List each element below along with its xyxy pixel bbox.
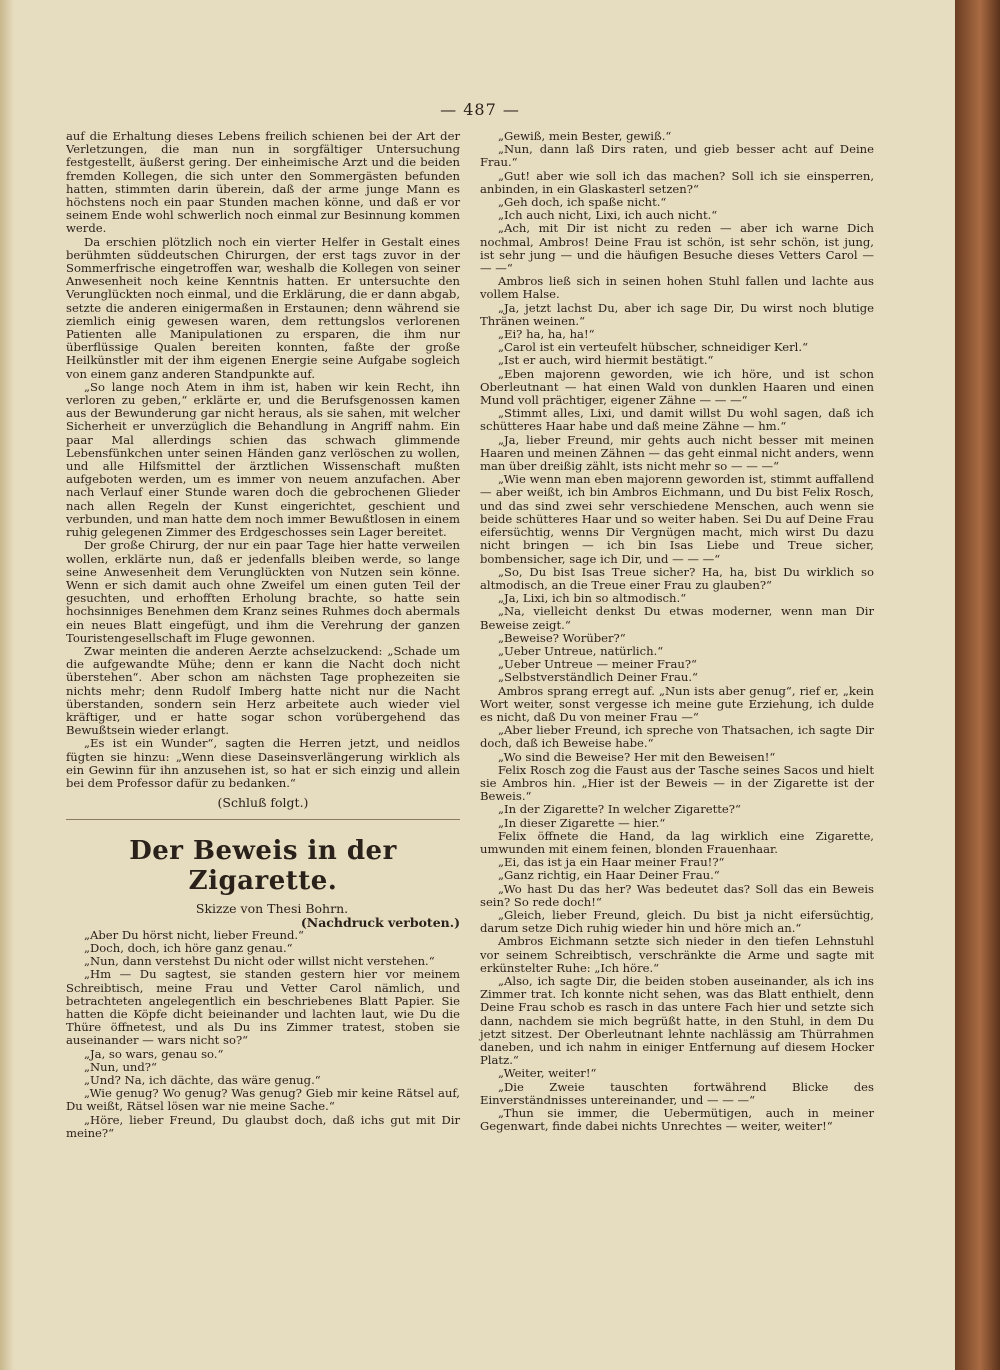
right-column xyxy=(480,130,874,1133)
continued-note: (Schluß folgt.) xyxy=(217,795,309,811)
paragraph: „Und? Na, ich dächte, das wäre genug.“ xyxy=(84,1073,321,1087)
paragraph: „Gut! aber wie soll ich das machen? Soll ich sie einsperren, anbinden, in ein Glaskasterl setzen?“ xyxy=(480,168,874,196)
reprint-note: (Nachdruck verboten.) xyxy=(300,914,460,930)
paragraph: „Es ist ein Wunder“, sagten die Herren jetzt, und neidlos fügten sie hinzu: „Wenn diese Daseinsverlängerung wirklich als ein Gewinn für ihn anzusehen ist, so hat er sich einzig und allein bei dem Professor dafür zu bedanken.“ xyxy=(66,736,460,790)
paragraph: „Ueber Untreue — meiner Frau?“ xyxy=(498,657,697,672)
paragraph: „Eben majorenn geworden, wie ich höre, und ist schon Oberleutnant — hat einen Wald von dunklen Haaren und einen Mund voll prächtiger, eigener Zähne — — —“ xyxy=(480,366,874,408)
paragraph: „In der Zigarette? In welcher Zigarette?“ xyxy=(498,802,741,817)
paragraph: Ambros sprang erregt auf. „Nun ists aber genug“, rief er, „kein Wort weiter, sonst vergesse ich meine gute Erziehung, ich dulde es nicht, daß Du von meiner Frau —“ xyxy=(480,683,874,724)
paragraph: „So, Du bist Isas Treue sicher? Ha, ha, bist Du wirklich so altmodisch, an die Treue einer Frau zu glauben?“ xyxy=(480,564,874,592)
paragraph: „Ganz richtig, ein Haar Deiner Frau.“ xyxy=(498,868,720,883)
paragraph: Der große Chirurg, der nur ein paar Tage hier hatte verweilen wollen, erklärte nun, daß er jedenfalls bleiben werde, so lange seine Anwesenheit dem Verunglückten von Nutzen sein könne. Wenn er sich damit auch ohne Zweifel um einen guten Teil der gesuchten, und erhofften Erholung brachte, so hatte sein hochsinniges Benehmen dem Kranz seines Ruhmes doch abermals ein neues Blatt eingefügt, und ihm die Verehrung der ganzen Touristengesellschaft im Fluge gewonnen. xyxy=(66,538,460,645)
paragraph: „Aber Du hörst nicht, lieber Freund.“ xyxy=(84,927,304,942)
paragraph: „Ja, so wars, genau so.“ xyxy=(84,1046,224,1061)
paragraph: „Nun, dann laß Dirs raten, und gieb besser acht auf Deine Frau.“ xyxy=(480,142,874,170)
paragraph: „Wo hast Du das her? Was bedeutet das? Soll das ein Beweis sein? So rede doch!“ xyxy=(480,881,874,909)
paragraph: „Ei? ha, ha, ha!“ xyxy=(498,327,595,342)
paragraph: „Ei, das ist ja ein Haar meiner Frau!?“ xyxy=(498,855,725,870)
paragraph: „Also, ich sagte Dir, die beiden stoben auseinander, als ich ins Zimmer trat. Ich konnte nicht sehen, was das Blatt enthielt, denn Deine Frau schob es rasch in das untere Fach hier und setzte sich dann, nachdem sie mich begrüßt hatte, in den Stuhl, in dem Du jetzt sitzest. Der Oberleutnant lehnte nachlässig am Thürrahmen daneben, und ich nahm in einiger Entfernung auf diesem Hocker Platz.“ xyxy=(480,974,874,1068)
paragraph: „Stimmt alles, Lixi, und damit willst Du wohl sagen, daß ich schütteres Haar habe und daß meine Zähne — hm.“ xyxy=(480,406,874,434)
paragraph: „Wie wenn man eben majorenn geworden ist, stimmt auffallend — aber weißt, ich bin Ambros Eichmann, und Du bist Felix Rosch, und das sind zwei sehr verschiedene Menschen, auch wenn sie beide schütteres Haar und so weiter haben. Sei Du auf Deine Frau eifersüchtig, wenns Dir Vergnügen macht, mich wirst Du dazu nicht bringen — ich bin Isas Liebe und Treue sicher, bombensicher, sage ich Dir, und — — —“ xyxy=(480,472,874,566)
paragraph: „Selbstverständlich Deiner Frau.“ xyxy=(498,670,698,685)
paragraph: Ambros ließ sich in seinen hohen Stuhl fallen und lachte aus vollem Halse. xyxy=(480,274,874,302)
paragraph: „Weiter, weiter!“ xyxy=(498,1066,597,1081)
paragraph: „Nun, dann verstehst Du nicht oder willst nicht verstehen.“ xyxy=(84,954,435,969)
paragraph: „Ach, mit Dir ist nicht zu reden — aber ich warne Dich nochmal, Ambros! Deine Frau ist schön, ist sehr schön, ist jung, ist sehr jung — und die häufigen Besuche dieses Vetters Carol — — —“ xyxy=(480,221,874,276)
paragraph: „Hm — Du sagtest, sie standen gestern hier vor meinem Schreibtisch, meine Frau und Vetter Carol nämlich, und betrachteten angelegentlich ein beschriebenes Blatt Papier. Sie hatten die Köpfe dicht beieinander und lachten laut, wie Du die Thüre öffnetest, und als Du ins Zimmer tratest, stoben sie auseinander — wars nicht so?“ xyxy=(66,967,460,1048)
paragraph: Ambros Eichmann setzte sich nieder in den tiefen Lehnstuhl vor seinem Schreibtisch, verschränkte die Arme und sagte mit erkünstelter Ruhe: „Ich höre.“ xyxy=(480,934,874,975)
paragraph: „Ist er auch, wird hiermit bestätigt.“ xyxy=(498,353,714,368)
paragraph: Felix öffnete die Hand, da lag wirklich eine Zigarette, umwunden mit einem feinen, blonden Frauenhaar. xyxy=(480,828,874,856)
paragraph: „Höre, lieber Freund, Du glaubst doch, daß ichs gut mit Dir meine?“ xyxy=(66,1112,460,1140)
page-gutter xyxy=(0,0,14,1370)
paragraph: Felix Rosch zog die Faust aus der Tasche seines Sacos und hielt sie Ambros hin. „Hier ist der Beweis — in der Zigarette ist der Beweis.“ xyxy=(480,762,874,804)
paragraph: „Die Zweie tauschten fortwährend Blicke des Einverständnisses untereinander, und — — —“ xyxy=(480,1079,874,1107)
paragraph: „Na, vielleicht denkst Du etwas moderner, wenn man Dir Beweise zeigt.“ xyxy=(480,604,874,632)
story-title: Der Beweis in der Zigarette. xyxy=(129,836,397,897)
paragraph: „Beweise? Worüber?“ xyxy=(498,630,626,645)
paragraph: „Gewiß, mein Bester, gewiß.“ xyxy=(498,129,672,143)
paragraph: „Ja, jetzt lachst Du, aber ich sage Dir, Du wirst noch blutige Thränen weinen.“ xyxy=(480,300,874,328)
paragraph: „Gleich, lieber Freund, gleich. Du bist ja nicht eifersüchtig, darum setze Dich ruhig wieder hin und höre mich an.“ xyxy=(480,907,874,936)
paragraph: „Ueber Untreue, natürlich.“ xyxy=(498,643,664,658)
paragraph: „Ja, Lixi, ich bin so altmodisch.“ xyxy=(498,591,687,606)
divider xyxy=(66,819,460,820)
page-number: — 487 — xyxy=(440,100,520,119)
paragraph: auf die Erhaltung dieses Lebens freilich schienen bei der Art der Verletzungen, die man nun in sorgfältiger Untersuchung festgestellt, äußerst gering. Der einheimische Arzt und die beiden fremden Kollegen, die sich unter den Sommergästen befunden hatten, stimmten darin überein, daß der arme junge Mann es höchstens noch ein paar Stunden machen könne, und daß er vor seinem Ende wohl schwerlich noch einmal zur Besinnung kommen werde. xyxy=(66,129,460,236)
paragraph: „Ja, lieber Freund, mir gehts auch nicht besser mit meinen Haaren und meinen Zähnen — das geht einmal nicht anders, wenn man über dreißig zählt, ists nicht mehr so — — —“ xyxy=(480,432,874,474)
book-edge xyxy=(955,0,1000,1370)
paragraph: „Nun, und?“ xyxy=(84,1059,157,1074)
paragraph: „Thun sie immer, die Uebermütigen, auch in meiner Gegenwart, finde dabei nichts Unrechtes — weiter, weiter!“ xyxy=(480,1106,874,1134)
paragraph: „Aber lieber Freund, ich spreche von Thatsachen, ich sagte Dir doch, daß ich Beweise habe.“ xyxy=(480,723,874,751)
paragraph: „Wie genug? Wo genug? Was genug? Gieb mir keine Rätsel auf, Du weißt, Rätsel lösen war nie meine Sache.“ xyxy=(66,1086,460,1114)
byline: Skizze von Thesi Bohrn. xyxy=(195,901,349,917)
paragraph: „Doch, doch, ich höre ganz genau.“ xyxy=(84,940,293,955)
paragraph: „Geh doch, ich spaße nicht.“ xyxy=(498,195,667,210)
paragraph: „Carol ist ein verteufelt hübscher, schneidiger Kerl.“ xyxy=(498,340,808,355)
paragraph: „Ich auch nicht, Lixi, ich auch nicht.“ xyxy=(498,208,718,223)
left-column xyxy=(66,130,460,1140)
paragraph: „Wo sind die Beweise? Her mit den Beweisen!“ xyxy=(498,749,776,764)
paragraph: „In dieser Zigarette — hier.“ xyxy=(498,815,666,830)
paragraph: Zwar meinten die anderen Aerzte achselzuckend: „Schade um die aufgewandte Mühe; denn er kann die Nacht doch nicht überstehen“. Aber schon am nächsten Tage prophezeiten sie nichts mehr; denn Rudolf Imberg hatte nicht nur die Nacht überstanden, sondern sein Herz arbeitete auch wieder viel kräftiger, und er hatte sogar schon vorübergehend das Bewußtsein wieder erlangt. xyxy=(66,643,460,738)
paragraph: Da erschien plötzlich noch ein vierter Helfer in Gestalt eines berühmten süddeutschen Chirurgen, der erst tags zuvor in der Sommerfrische eingetroffen war, weshalb die Kollegen von seiner Anwesenheit noch keine Kenntnis hatten. Er untersuchte den Verunglückten noch einmal, und die Erklärung, die er dann abgab, setzte die anderen einigermaßen in Erstaunen; denn während sie ziemlich einig gewesen waren, dem rettungslos verlorenen Patienten alle Manipulationen zu ersparen, die ihm nur überflüssige Qualen bereiten konnten, faßte der große Heilkünstler mit der ihm eigenen Energie seine Aufgabe sogleich von einem ganz anderen Standpunkte auf. xyxy=(66,234,460,381)
paragraph: „So lange noch Atem in ihm ist, haben wir kein Recht, ihn verloren zu geben,“ erklärte er, und die Berufsgenossen kamen aus der Bewunderung gar nicht heraus, als sie sahen, mit welcher Sicherheit er unverzüglich die Behandlung in Angriff nahm. Ein paar Mal allerdings schien das schwach glimmende Lebensfünkchen unter seinen Händen ganz verlöschen zu wollen, und alle Hilfsmittel der ärztlichen Wissenschaft mußten aufgeboten werden, um es immer von neuem anzufachen. Aber nach Verlauf einer Stunde waren doch die gebrochenen Glieder nach allen Regeln der Kunst eingerichtet, geschient und verbunden, und man hatte dem noch immer Bewußtlosen in einem ruhig gelegenen Zimmer des Erdgeschosses sein Lager bereitet. xyxy=(66,379,460,540)
